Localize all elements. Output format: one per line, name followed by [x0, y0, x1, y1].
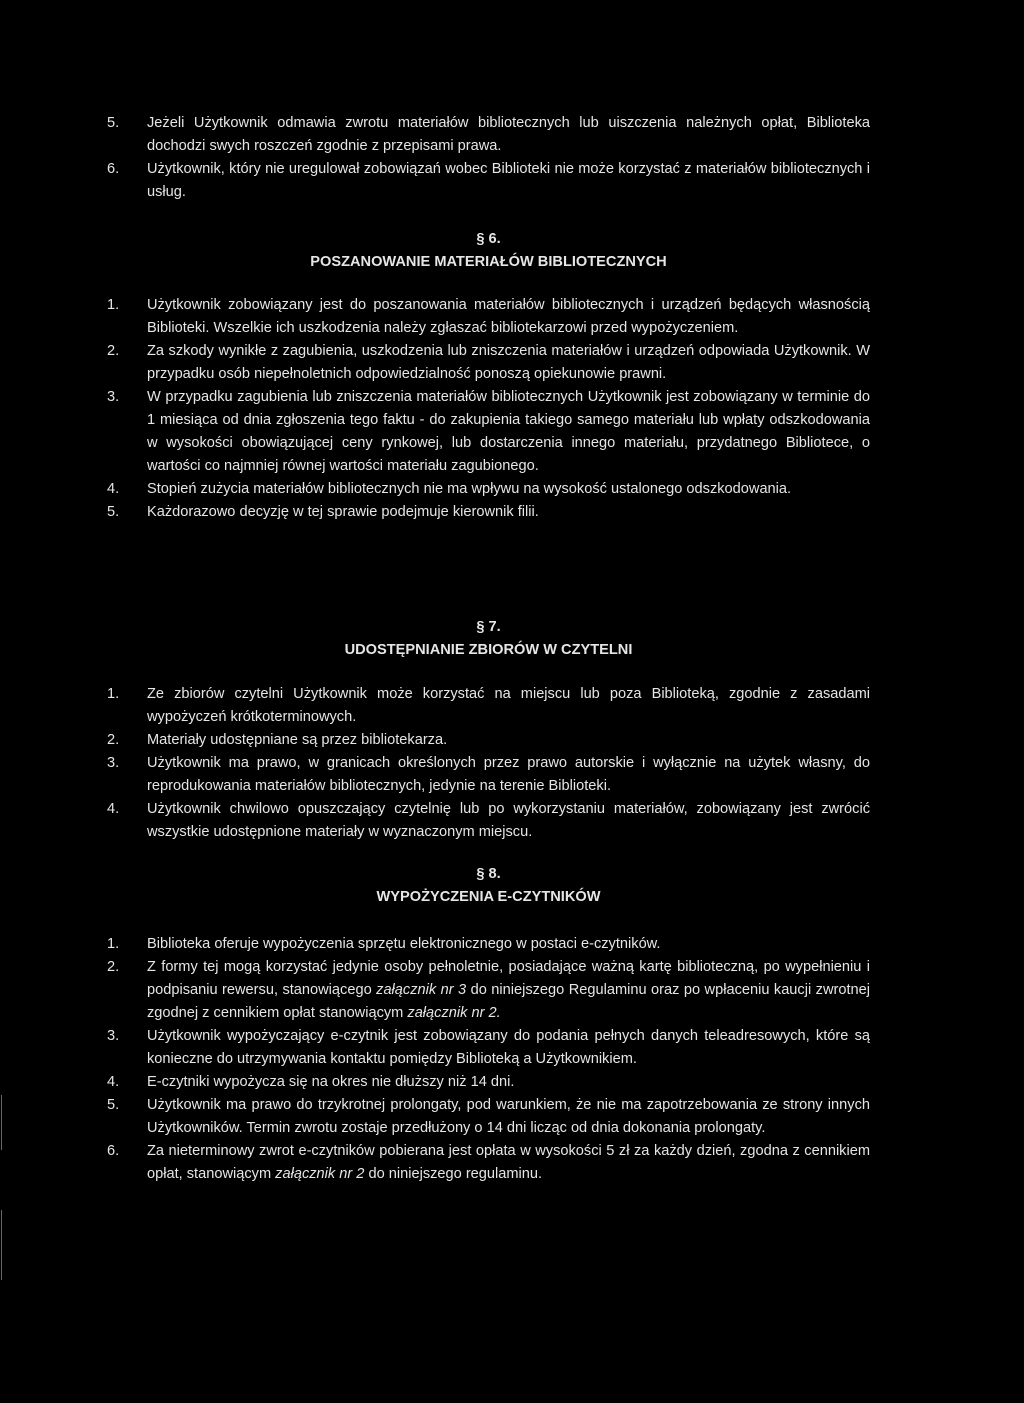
item-number: 1. [107, 686, 120, 702]
item-number: 6. [107, 161, 120, 177]
continued-list [107, 112, 870, 204]
section-6-list [107, 294, 870, 524]
section-symbol: § 7. [476, 619, 501, 635]
item-number: 3. [107, 1028, 120, 1044]
list-item [107, 798, 870, 844]
item-text: Użytkownik zobowiązany jest do poszanowania materiałów bibliotecznych i urządzeń będących własnością Biblioteki. Wszelkie ich uszkodzenia należy zgłaszać bibliotekarzowi przed wypożyczeniem. [147, 297, 870, 336]
list-item [107, 158, 870, 204]
item-text: Użytkownik wypożyczający e-czytnik jest zobowiązany do podania pełnych danych teleadresowych, które są konieczne do utrzymywania kontaktu pomiędzy Biblioteką a Użytkownikiem. [147, 1028, 870, 1067]
list-item [107, 683, 870, 729]
section-6-heading [107, 228, 870, 274]
item-text: Stopień zużycia materiałów bibliotecznych nie ma wpływu na wysokość ustalonego odszkodowania. [147, 481, 792, 497]
item-number: 5. [107, 1097, 120, 1113]
scan-edge-line [1, 1095, 2, 1150]
section-title: UDOSTĘPNIANIE ZBIORÓW W CZYTELNI [344, 642, 633, 658]
scan-edge-line [1, 1210, 2, 1280]
list-item [107, 1071, 870, 1094]
item-number: 2. [107, 732, 120, 748]
item-text: Jeżeli Użytkownik odmawia zwrotu materiałów bibliotecznych lub uiszczenia należnych opłat, Biblioteka dochodzi swych roszczeń zgodnie z przepisami prawa. [147, 115, 870, 154]
section-symbol: § 8. [476, 866, 501, 882]
section-7-heading [107, 616, 870, 662]
attachment-reference: załącznik nr 3 [376, 982, 467, 998]
section-7-list [107, 683, 870, 844]
item-text: Biblioteka oferuje wypożyczenia sprzętu elektronicznego w postaci e-czytników. [147, 936, 661, 952]
list-item [107, 752, 870, 798]
item-number: 2. [107, 959, 120, 975]
item-number: 2. [107, 343, 120, 359]
item-number: 5. [107, 504, 120, 520]
list-item [107, 501, 870, 524]
list-item [107, 294, 870, 340]
item-text: Użytkownik, który nie uregulował zobowiązań wobec Biblioteki nie może korzystać z materiałów bibliotecznych i usług. [147, 161, 870, 200]
item-text: Ze zbiorów czytelni Użytkownik może korzystać na miejscu lub poza Biblioteką, zgodnie z zasadami wypożyczeń krótkoterminowych. [147, 686, 870, 725]
item-text: Użytkownik chwilowo opuszczający czytelnię lub po wykorzystaniu materiałów, zobowiązany jest zwrócić wszystkie udostępnione materiały w wyznaczonym miejscu. [147, 801, 870, 840]
section-title: WYPOŻYCZENIA E-CZYTNIKÓW [376, 889, 601, 905]
item-number: 4. [107, 1074, 120, 1090]
list-item [107, 956, 870, 1025]
item-number: 5. [107, 115, 120, 131]
list-item [107, 340, 870, 386]
item-text-a: Z formy tej mogą korzystać jedynie osoby pełnoletnie, posiadające ważną kartę biblioteczną, po wypełnieniu i podpisaniu rewersu, stanowiącego [147, 959, 870, 998]
list-item [107, 933, 870, 956]
item-text: Użytkownik ma prawo do trzykrotnej prolongaty, pod warunkiem, że nie ma zapotrzebowania ze strony innych Użytkowników. Termin zwrotu zostaje przedłużony o 14 dni licząc od dnia dokonania prolongaty. [147, 1097, 870, 1136]
list-item [107, 1025, 870, 1071]
list-item [107, 386, 870, 478]
list-item [107, 1094, 870, 1140]
item-number: 6. [107, 1143, 120, 1159]
item-text-b: do niniejszego regulaminu. [364, 1166, 543, 1182]
section-symbol: § 6. [476, 231, 501, 247]
list-item [107, 729, 870, 752]
section-8-heading [107, 863, 870, 909]
item-text: Materiały udostępniane są przez bibliotekarza. [147, 732, 448, 748]
item-number: 1. [107, 936, 120, 952]
list-item [107, 478, 870, 501]
attachment-reference: załącznik nr 2 [275, 1166, 365, 1182]
list-item [107, 112, 870, 158]
item-number: 4. [107, 801, 120, 817]
list-item [107, 1140, 870, 1186]
item-text-b: do niniejszego Regulaminu oraz po wpłaceniu kaucji zwrotnej zgodnej z cennikiem opłat stanowiącym [147, 982, 870, 1021]
item-number: 4. [107, 481, 120, 497]
section-title: POSZANOWANIE MATERIAŁÓW BIBLIOTECZNYCH [310, 254, 667, 270]
section-8-list [107, 933, 870, 1186]
item-text: Każdorazowo decyzję w tej sprawie podejmuje kierownik filii. [147, 504, 539, 520]
item-text-a: Za nieterminowy zwrot e-czytników pobierana jest opłata w wysokości 5 zł za każdy dzień, zgodna z cennikiem opłat, stanowiącym [147, 1143, 870, 1182]
item-text: Użytkownik ma prawo, w granicach określonych przez prawo autorskie i wyłącznie na użytek własny, do reprodukowania materiałów bibliotecznych, jedynie na terenie Biblioteki. [147, 755, 870, 794]
attachment-reference: załącznik nr 2. [407, 1005, 501, 1021]
item-text: Za szkody wynikłe z zagubienia, uszkodzenia lub zniszczenia materiałów i urządzeń odpowiada Użytkownik. W przypadku osób niepełnoletnich odpowiedzialność ponoszą opiekunowie prawni. [147, 343, 870, 382]
item-number: 1. [107, 297, 120, 313]
item-number: 3. [107, 389, 120, 405]
item-text: W przypadku zagubienia lub zniszczenia materiałów bibliotecznych Użytkownik jest zobowiązany w terminie do 1 miesiąca od dnia zgłoszenia tego faktu - do zakupienia takiego samego materiału lub wpłaty odszkodowania w wysokości obowiązującej ceny rynkowej, lub dostarczenia innego materiału, przydatnego Bibliotece, o wartości co najmniej równej wartości materiału zagubionego. [147, 389, 870, 474]
item-number: 3. [107, 755, 120, 771]
item-text: E-czytniki wypożycza się na okres nie dłuższy niż 14 dni. [147, 1074, 515, 1090]
